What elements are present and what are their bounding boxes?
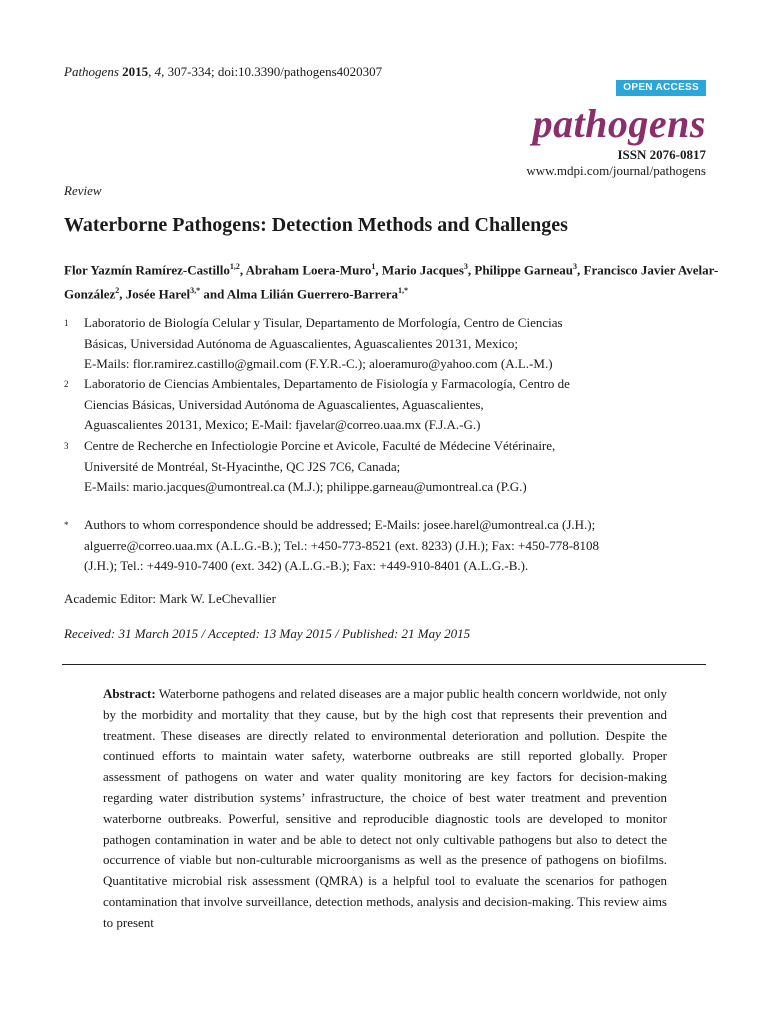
affiliation-line: Laboratorio de Biología Celular y Tisular, Departamento de Morfología, Centro de Ciencias bbox=[84, 315, 563, 330]
affiliation-line: Básicas, Universidad Autónoma de Aguascalientes, Aguascalientes 20131, Mexico; bbox=[84, 335, 518, 351]
author-separator: , bbox=[119, 286, 126, 302]
citation-journal: Pathogens bbox=[64, 64, 119, 79]
publication-dates: Received: 31 March 2015 / Accepted: 13 May 2015 / Published: 21 May 2015 bbox=[64, 626, 471, 641]
open-access-badge: OPEN ACCESS bbox=[616, 80, 706, 96]
author-name: Josée Harel bbox=[125, 286, 191, 302]
affiliation-4 bbox=[64, 515, 724, 577]
author-affiliation-marker: 3 bbox=[573, 262, 577, 271]
author-name: Mario Jacques bbox=[381, 262, 464, 278]
author-name: Flor Yazmín Ramírez-Castillo bbox=[64, 262, 230, 278]
author-separator: , bbox=[239, 262, 246, 278]
affiliation-number: * bbox=[64, 520, 69, 530]
author-affiliation-marker: 1,2 bbox=[229, 262, 240, 271]
affiliation-number: 3 bbox=[64, 441, 69, 451]
author-separator: and bbox=[200, 286, 227, 302]
author-separator: , bbox=[467, 262, 475, 278]
divider bbox=[62, 664, 706, 665]
affiliation-3 bbox=[64, 436, 724, 498]
author-affiliation-marker: 2 bbox=[115, 286, 120, 296]
affiliation-line: E-Mails: flor.ramirez.castillo@gmail.com (F.Y.R.-C.); aloeramuro@yahoo.com (A.L.-M.) bbox=[84, 356, 553, 371]
abstract-text: Waterborne pathogens and related diseases are a major public health concern worldwide, not only by the morbidity and mortality that they cause, but by the high cost that represents their prevention and treatment. These diseases are directly related to environmental deterioration and pollution. Despite the continued efforts to maintain water safety, waterborne outbreaks are still reported globally. Proper assessment of pathogens on water and water quality monitoring are key factors for decision-making regarding water distribution systems’ infrastructure, the choice of best water treatment and prevention waterborne outbreaks. Powerful, sensitive and reproducible diagnostic tools are developed to monitor pathogen contamination in water and be able to detect not only cultivable pathogens but also to detect the occurrence of viable but non-culturable microorganisms as well as the presence of pathogens on biofilms. Quantitative microbial risk assessment (QMRA) is a helpful tool to evaluate the scenarios for pathogen contamination that involve surveillance, detection methods, analysis and decision-making. This review aims to present bbox=[103, 686, 668, 930]
abstract-label: Abstract: bbox=[103, 686, 156, 701]
affiliation-1 bbox=[64, 313, 724, 375]
issn: ISSN 2076-0817 bbox=[617, 147, 706, 162]
citation-pages-doi: , 307-334; doi:10.3390/pathogens4020307 bbox=[161, 64, 383, 79]
affiliation-line: (J.H.); Tel.: +449-910-7400 (ext. 342) (A.L.G.-B.); Fax: +449-910-8401 (A.L.G.-B.). bbox=[84, 558, 529, 573]
journal-url[interactable]: www.mdpi.com/journal/pathogens bbox=[526, 163, 706, 178]
citation-line: Pathogens 2015, 4, 307-334; doi:10.3390/pathogens4020307 bbox=[64, 64, 383, 79]
citation-volume: 4 bbox=[154, 64, 162, 79]
affiliation-line: Laboratorio de Ciencias Ambientales, Departamento de Fisiología y Farmacología, Centro de bbox=[84, 376, 570, 391]
citation-year: 2015 bbox=[122, 64, 149, 79]
author-affiliation-marker: 3,* bbox=[190, 286, 201, 296]
affiliation-line: Université de Montréal, St-Hyacinthe, QC J2S 7C6, Canada; bbox=[84, 458, 401, 474]
author-name: Philippe Garneau bbox=[474, 262, 573, 278]
author-name: Alma Lilián Guerrero-Barrera bbox=[226, 286, 399, 302]
affiliation-line: E-Mails: mario.jacques@umontreal.ca (M.J.); philippe.garneau@umontreal.ca (P.G.) bbox=[84, 479, 527, 494]
abstract bbox=[103, 684, 667, 934]
affiliation-2 bbox=[64, 374, 724, 436]
journal-logo: pathogens bbox=[532, 101, 706, 146]
affiliation-number: 2 bbox=[64, 379, 69, 389]
author-separator: , bbox=[577, 262, 584, 278]
article-type: Review bbox=[64, 183, 102, 198]
author-affiliation-marker: 1 bbox=[371, 262, 376, 271]
author-name: Francisco Javier Avelar-González bbox=[64, 262, 719, 302]
affiliation-line: alguerre@correo.uaa.mx (A.L.G.-B.); Tel.: +450-773-8521 (ext. 8233) (J.H.); Fax: +450-778-8108 bbox=[84, 537, 600, 553]
author-affiliation-marker: 3 bbox=[463, 262, 468, 271]
author-name: Abraham Loera-Muro bbox=[245, 262, 372, 278]
author-list bbox=[64, 256, 724, 305]
affiliation-line: Authors to whom correspondence should be addressed; E-Mails: josee.harel@umontreal.ca (J.H.); bbox=[84, 517, 596, 532]
author-affiliation-marker: 1,* bbox=[398, 286, 409, 296]
affiliation-line: Centre de Recherche en Infectiologie Porcine et Avicole, Faculté de Médecine Vétérinaire, bbox=[84, 438, 556, 453]
affiliation-line: Aguascalientes 20131, Mexico; E-Mail: fjavelar@correo.uaa.mx (F.J.A.-G.) bbox=[84, 417, 481, 432]
article-title: Waterborne Pathogens: Detection Methods and Challenges bbox=[64, 214, 568, 236]
affiliation-line: Ciencias Básicas, Universidad Autónoma de Aguascalientes, Aguascalientes, bbox=[84, 396, 484, 412]
affiliation-number: 1 bbox=[64, 318, 69, 328]
academic-editor: Academic Editor: Mark W. LeChevallier bbox=[64, 591, 276, 606]
author-separator: , bbox=[375, 262, 382, 278]
